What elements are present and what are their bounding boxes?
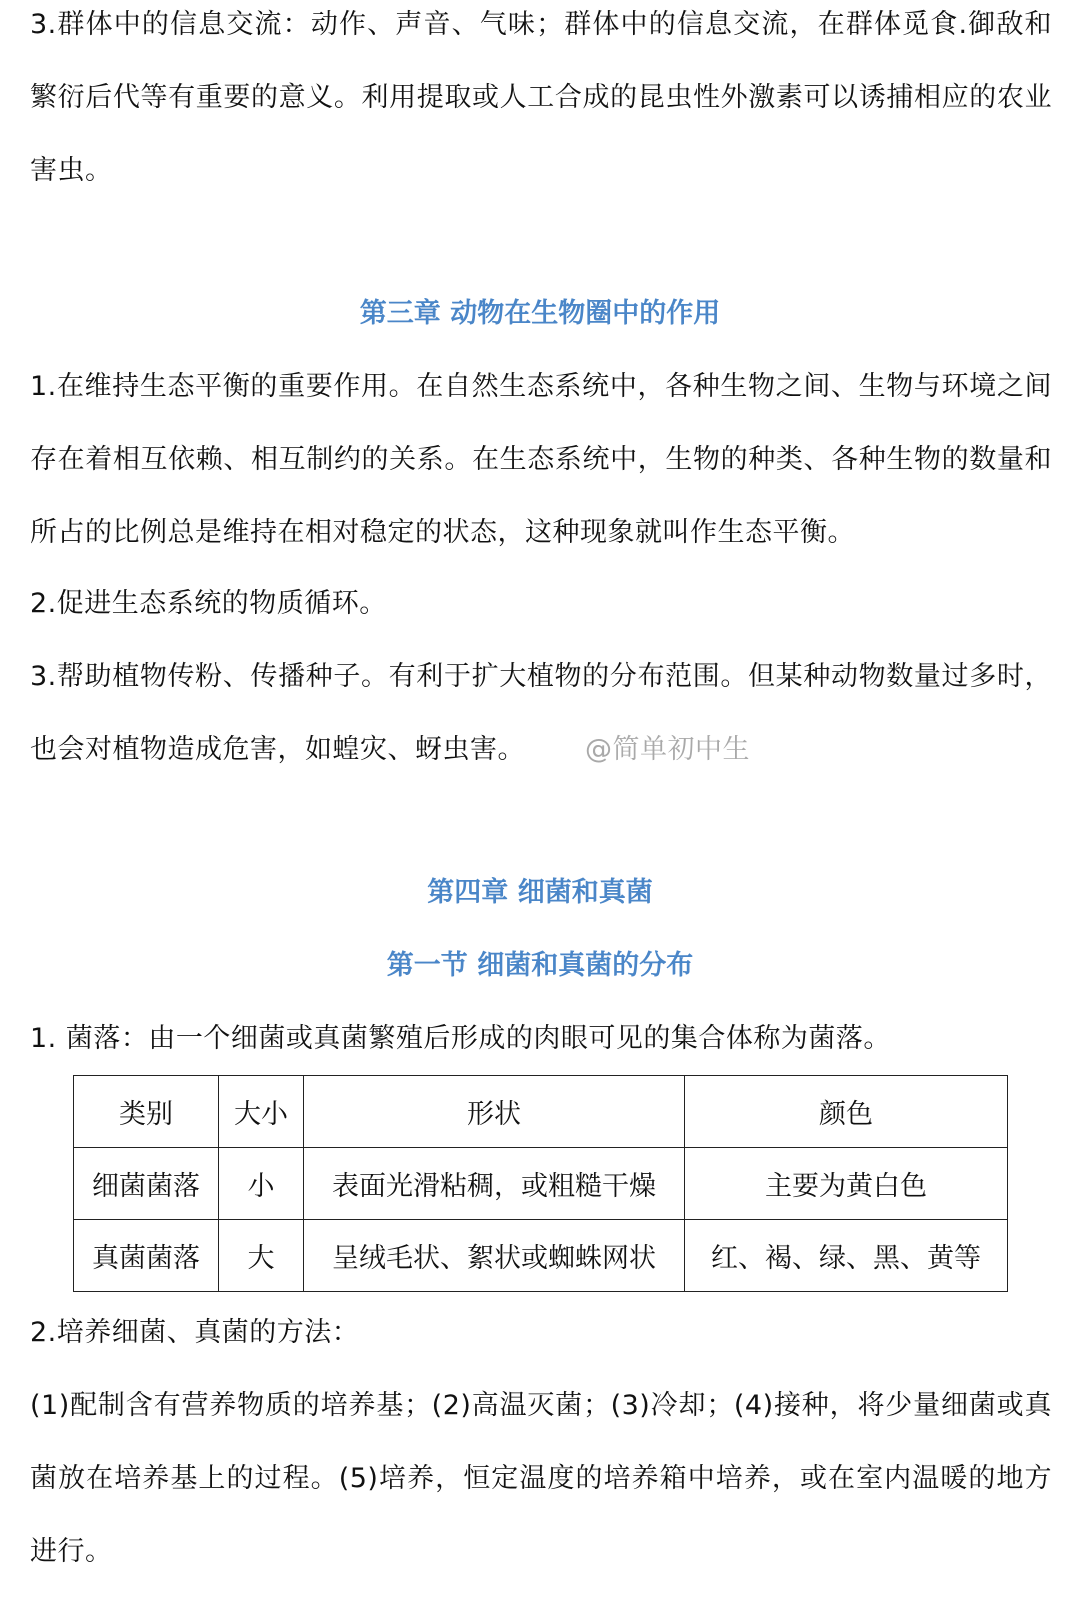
paragraph-group-communication: 3.群体中的信息交流：动作、声音、气味；群体中的信息交流，在群体觅食.御敌和繁衍后代等有重要的意义。利用提取或人工合成的昆虫性外激素可以诱捕相应的农业害虫。	[30, 9, 1052, 186]
table-cell: 小	[219, 1148, 304, 1220]
paragraph-ecological-balance: 1.在维持生态平衡的重要作用。在自然生态系统中，各种生物之间、生物与环境之间存在着相互依赖、相互制约的关系。在生态系统中，生物的种类、各种生物的数量和所占的比例总是维持在相对稳定的状态，这种现象就叫作生态平衡。	[30, 371, 1052, 548]
table-header-cell: 类别	[74, 1076, 219, 1148]
table-cell: 主要为黄白色	[685, 1148, 1008, 1220]
table-cell: 红、褐、绿、黑、黄等	[685, 1220, 1008, 1292]
chapter-3-title: 第三章 动物在生物圈中的作用	[359, 298, 721, 329]
table-header-row	[74, 1076, 1008, 1148]
paragraph-material-cycle: 2.促进生态系统的物质循环。	[30, 588, 387, 619]
pollination-text: 3.帮助植物传粉、传播种子。有利于扩大植物的分布范围。但某种动物数量过多时，也会对植物造成危害，如蝗灾、蚜虫害。	[30, 661, 1052, 765]
table-cell: 表面光滑粘稠，或粗糙干燥	[304, 1148, 685, 1220]
table-cell: 呈绒毛状、絮状或蜘蛛网状	[304, 1220, 685, 1292]
paragraph-colony-definition: 1. 菌落：由一个细菌或真菌繁殖后形成的肉眼可见的集合体称为菌落。	[30, 1023, 891, 1054]
table-header-cell: 形状	[304, 1076, 685, 1148]
table-row	[74, 1148, 1008, 1220]
chapter-4-title: 第四章 细菌和真菌	[427, 877, 653, 908]
table-cell: 细菌菌落	[74, 1148, 219, 1220]
section-1-title: 第一节 细菌和真菌的分布	[386, 950, 694, 981]
colony-comparison-table	[73, 1075, 1008, 1292]
table-cell: 大	[219, 1220, 304, 1292]
paragraph-culture-steps: (1)配制含有营养物质的培养基；(2)高温灭菌；(3)冷却；(4)接种，将少量细菌或真菌放在培养基上的过程。(5)培养，恒定温度的培养箱中培养，或在室内温暖的地方进行。	[30, 1390, 1052, 1567]
watermark-text: @简单初中生	[585, 734, 750, 765]
paragraph-culture-method-title: 2.培养细菌、真菌的方法：	[30, 1317, 360, 1348]
paragraph-pollination	[30, 640, 1052, 786]
table-header-cell: 颜色	[685, 1076, 1008, 1148]
table-row	[74, 1220, 1008, 1292]
table-header-cell: 大小	[219, 1076, 304, 1148]
table-cell: 真菌菌落	[74, 1220, 219, 1292]
